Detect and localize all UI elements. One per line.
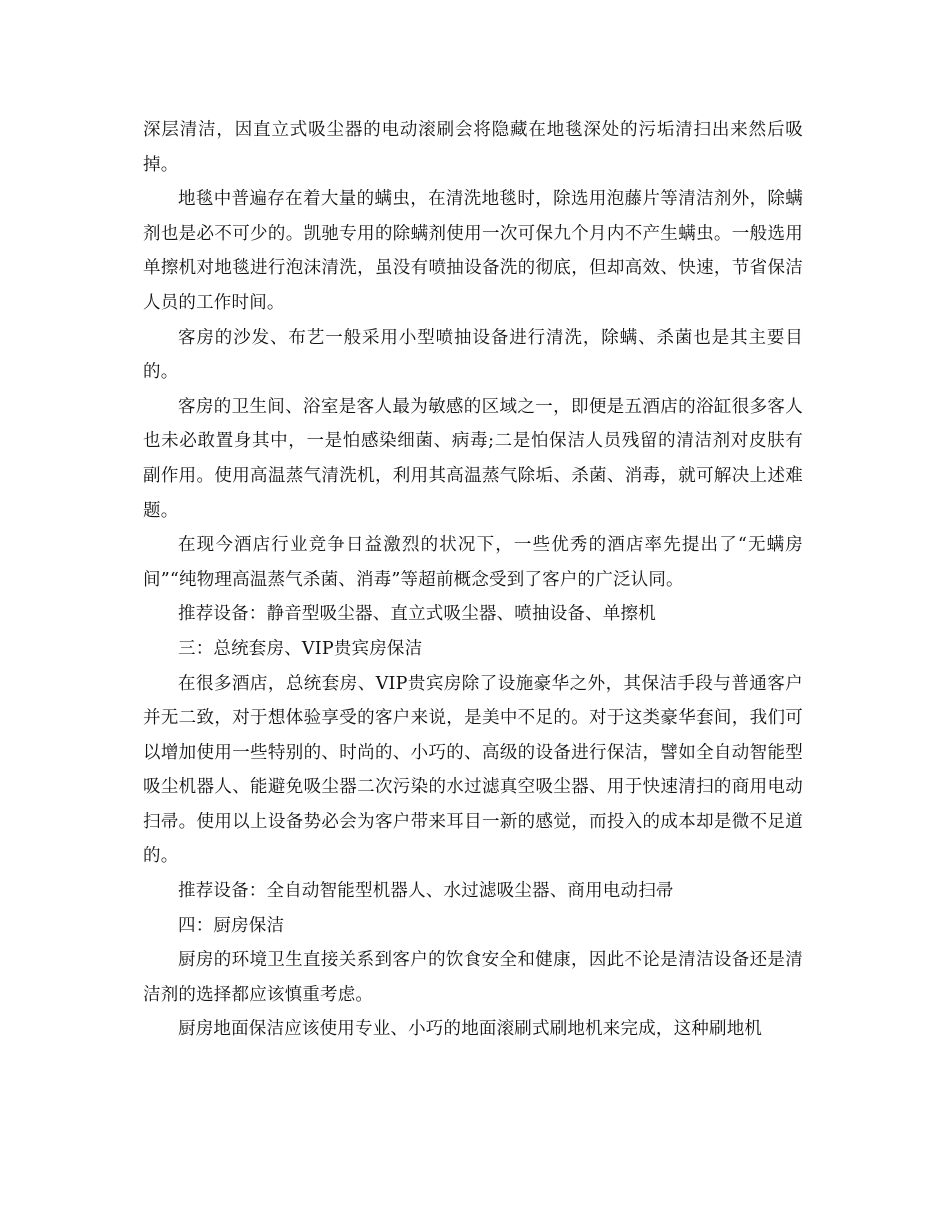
paragraph-kitchen-floor: 厨房地面保洁应该使用专业、小巧的地面滚刷式刷地机来完成，这种刷地机 — [178, 1019, 763, 1040]
paragraph-carpet-mites: 地毯中普遍存在着大量的螨虫，在清洗地毯时，除选用泡藤片等清洁剂外，除螨剂也是必不可少的。凯驰专用的除螨剂使用一次可保九个月内不产生螨虫。一般选用单擦机对地毯进行泡沫清洗，虽没有喷抽设备洗的彻底，但却高效、快速，节省保洁人员的工作时间。 — [143, 189, 803, 313]
paragraph-suite-cleaning: 在很多酒店，总统套房、VIP贵宾房除了设施豪华之外，其保洁手段与普通客户并无二致，对于想体验享受的客户来说，是美中不足的。对于这类豪华套间，我们可以增加使用一些特别的、时尚的、小巧的、高级的设备进行保洁，譬如全自动智能型吸尘机器人、能避免吸尘器二次污染的水过滤真空吸尘器、用于快速清扫的商用电动扫帚。使用以上设备势必会为客户带来耳目一新的感觉，而投入的成本却是微不足道的。 — [143, 673, 803, 867]
paragraph-recommended-equipment-1: 推荐设备：静音型吸尘器、直立式吸尘器、喷抽设备、单擦机 — [178, 604, 656, 625]
paragraph-sofa-fabric: 客房的沙发、布艺一般采用小型喷抽设备进行清洗，除螨、杀菌也是其主要目的。 — [143, 327, 803, 383]
paragraph-recommended-equipment-2: 推荐设备：全自动智能型机器人、水过滤吸尘器、商用电动扫帚 — [178, 881, 674, 902]
paragraph-kitchen-hygiene: 厨房的环境卫生直接关系到客户的饮食安全和健康，因此不论是清洁设备还是清洁剂的选择都应该慎重考虑。 — [143, 950, 803, 1005]
section-heading-suite: 三：总统套房、VIP贵宾房保洁 — [178, 638, 423, 659]
section-heading-kitchen: 四：厨房保洁 — [178, 915, 285, 936]
paragraph-carpet-deep-clean-end: 深层清洁，因直立式吸尘器的电动滚刷会将隐藏在地毯深处的污垢清扫出来然后吸掉。 — [143, 120, 803, 175]
paragraph-mite-free-room: 在现今酒店行业竞争日益激烈的状况下，一些优秀的酒店率先提出了“无螨房间”“纯物理高温蒸气杀菌、消毒”等超前概念受到了客户的广泛认同。 — [143, 535, 803, 590]
document-page — [143, 113, 803, 1047]
paragraph-bathroom: 客房的卫生间、浴室是客人最为敏感的区域之一，即便是五酒店的浴缸很多客人也未必敢置身其中，一是怕感染细菌、病毒;二是怕保洁人员残留的清洁剂对皮肤有副作用。使用高温蒸气清洗机，利用其高温蒸气除垢、杀菌、消毒，就可解决上述难题。 — [143, 396, 803, 521]
